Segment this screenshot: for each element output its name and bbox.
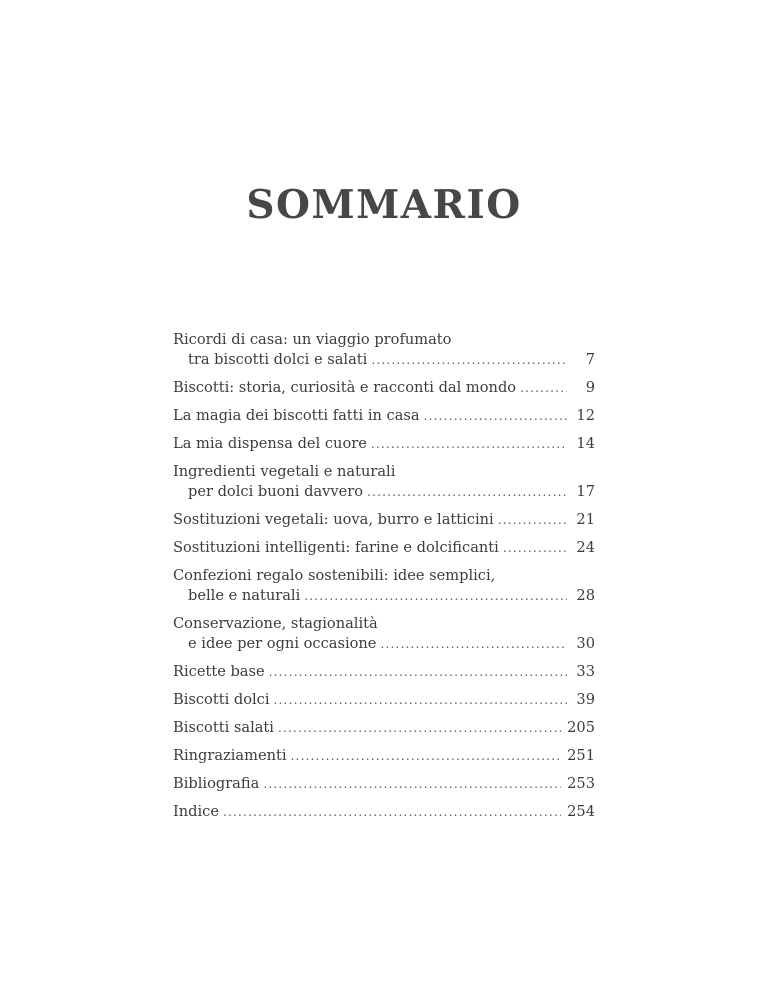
dot-leader bbox=[498, 510, 567, 530]
toc-entry-title-line2: tra biscotti dolci e salati bbox=[188, 351, 368, 368]
toc-entry-title-line2: belle e naturali bbox=[188, 587, 301, 604]
toc-page-number: 12 bbox=[576, 407, 595, 424]
toc-page-number: 7 bbox=[585, 351, 595, 368]
toc-entry[interactable] bbox=[173, 662, 595, 682]
dot-leader bbox=[304, 586, 567, 606]
toc-page-number: 9 bbox=[585, 379, 595, 396]
toc-entry-title: Biscotti salati bbox=[173, 719, 274, 736]
dot-leader bbox=[269, 662, 567, 682]
dot-leader bbox=[274, 690, 567, 710]
dot-leader bbox=[380, 634, 567, 654]
toc-entry-title: La magia dei biscotti fatti in casa bbox=[173, 407, 420, 424]
dot-leader bbox=[371, 434, 567, 454]
dot-leader bbox=[291, 746, 562, 766]
toc-entry-title-line1: Ricordi di casa: un viaggio profumato bbox=[173, 331, 452, 348]
toc-page-number: 39 bbox=[576, 691, 595, 708]
toc-entry[interactable] bbox=[173, 406, 595, 426]
toc-entry-title-line1: Ingredienti vegetali e naturali bbox=[173, 463, 396, 480]
toc-page-number: 254 bbox=[567, 803, 595, 820]
dot-leader bbox=[503, 538, 567, 558]
toc-page-number: 33 bbox=[576, 663, 595, 680]
toc-entry-title: Sostituzioni intelligenti: farine e dolcificanti bbox=[173, 539, 499, 556]
toc-entry-title: Biscotti: storia, curiosità e racconti dal mondo bbox=[173, 379, 517, 396]
toc-entry-title: Biscotti dolci bbox=[173, 691, 270, 708]
toc-entry-title: Indice bbox=[173, 803, 219, 820]
toc-entry-title: Bibliografia bbox=[173, 775, 260, 792]
dot-leader bbox=[263, 774, 561, 794]
toc-entry[interactable] bbox=[173, 802, 595, 822]
toc-entry-title: La mia dispensa del cuore bbox=[173, 435, 367, 452]
toc-entry[interactable] bbox=[173, 330, 595, 370]
toc-entry-title-line2: e idee per ogni occasione bbox=[188, 635, 377, 652]
toc-entry[interactable] bbox=[173, 462, 595, 502]
toc-entry[interactable] bbox=[173, 746, 595, 766]
toc-page-number: 251 bbox=[567, 747, 595, 764]
dot-leader bbox=[371, 350, 567, 370]
toc-page-number: 253 bbox=[567, 775, 595, 792]
page-title: SOMMARIO bbox=[246, 182, 522, 228]
toc-entry[interactable] bbox=[173, 774, 595, 794]
toc-entry-title-line1: Conservazione, stagionalità bbox=[173, 615, 378, 632]
toc-entry[interactable] bbox=[173, 378, 595, 398]
dot-leader bbox=[278, 718, 561, 738]
toc-page-number: 205 bbox=[567, 719, 595, 736]
toc-entry-title: Ringraziamenti bbox=[173, 747, 287, 764]
toc-entry[interactable] bbox=[173, 566, 595, 606]
toc-entry-title: Sostituzioni vegetali: uova, burro e latticini bbox=[173, 511, 494, 528]
toc-entry-title: Ricette base bbox=[173, 663, 265, 680]
table-of-contents bbox=[173, 330, 595, 830]
toc-entry[interactable] bbox=[173, 718, 595, 738]
toc-entry[interactable] bbox=[173, 538, 595, 558]
toc-entry[interactable] bbox=[173, 690, 595, 710]
toc-entry[interactable] bbox=[173, 434, 595, 454]
toc-entry[interactable] bbox=[173, 614, 595, 654]
toc-page-number: 17 bbox=[576, 483, 595, 500]
toc-entry-title-line2: per dolci buoni davvero bbox=[188, 483, 364, 500]
toc-entry[interactable] bbox=[173, 510, 595, 530]
dot-leader bbox=[223, 802, 561, 822]
toc-page-number: 21 bbox=[576, 511, 595, 528]
toc-page-number: 24 bbox=[576, 539, 595, 556]
dot-leader bbox=[520, 378, 567, 398]
toc-page-number: 30 bbox=[576, 635, 595, 652]
toc-page-number: 28 bbox=[576, 587, 595, 604]
toc-page-number: 14 bbox=[576, 435, 595, 452]
dot-leader bbox=[367, 482, 567, 502]
dot-leader bbox=[424, 406, 567, 426]
toc-entry-title-line1: Confezioni regalo sostenibili: idee semplici, bbox=[173, 567, 496, 584]
